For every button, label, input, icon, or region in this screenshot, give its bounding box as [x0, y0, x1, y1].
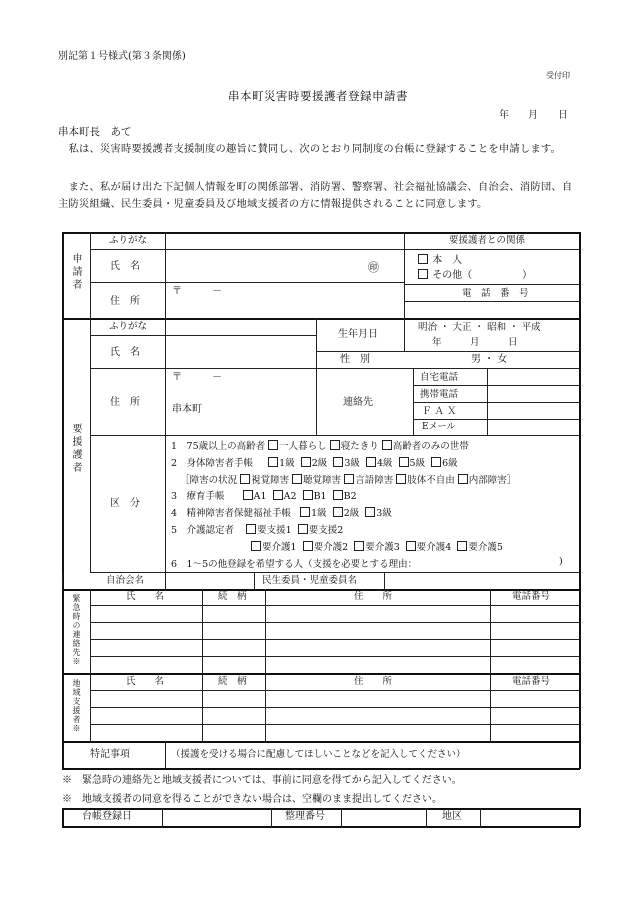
person-name-field[interactable] — [166, 336, 315, 367]
disability-grade-option[interactable]: 1級 — [268, 458, 295, 469]
applicant-address-field[interactable] — [166, 283, 403, 317]
category-row-5: 5 介護認定者 要支援1 要支援2 — [171, 524, 344, 536]
rehab-grade-option[interactable]: B1 — [303, 491, 327, 502]
care-level-option[interactable]: 要介護1 — [251, 542, 297, 553]
note-2: ※ 地域支援者の同意を得ることができない場合は、空欄のまま提出してください。 — [62, 794, 442, 805]
person-furigana-label: ふりがな — [109, 321, 148, 332]
person-postal-mark: 〒 － — [172, 372, 222, 383]
applicant-address-label: 住 所 — [110, 296, 140, 307]
home-phone-label: 自宅電話 — [420, 372, 459, 383]
council-label: 自治会名 — [106, 575, 145, 586]
category-row-4: 4 精神障害者保健福祉手帳 1級 2級 3級 — [171, 508, 392, 520]
supporter-col-phone: 電話番号 — [512, 676, 551, 687]
care-level-option[interactable]: 要介護2 — [303, 542, 349, 553]
relation-other-option[interactable]: その他（ ） — [418, 269, 532, 281]
person-furigana-field[interactable] — [166, 319, 315, 334]
contact-label: 連絡先 — [343, 397, 373, 408]
document-title: 串本町災害時要援護者登録申請書 — [228, 89, 408, 103]
category-row-6[interactable]: 6 1～5の他登録を希望する人（支援を必要とする理由： — [171, 558, 418, 570]
category-row-2: 2 身体障害者手帳 1級 2級 3級 4級 5級 6級 — [171, 457, 458, 469]
category-row-3: 3 療育手帳 A1 A2 B1 B2 — [171, 491, 357, 503]
person-name-label: 氏 名 — [110, 347, 140, 358]
addressee: 串本町長 あて — [58, 126, 132, 138]
care-level-option[interactable]: 要介護4 — [406, 542, 452, 553]
reception-stamp-label: 受付印 — [546, 71, 570, 80]
seal-mark: ㊞ — [368, 261, 379, 274]
applicant-phone-field[interactable] — [405, 302, 579, 317]
disability-grade-option[interactable]: 2級 — [301, 458, 328, 469]
relation-self-option[interactable]: 本 人 — [418, 254, 462, 266]
serial-number-field[interactable] — [342, 809, 425, 825]
welfare-commissioner-field[interactable] — [385, 573, 579, 589]
support-level-option[interactable]: 要支援1 — [246, 525, 292, 536]
emergency-section-label: 緊急時の連絡先※ — [72, 594, 81, 666]
supporter-col-address: 住 所 — [354, 676, 393, 687]
relation-label: 要援護者との関係 — [449, 235, 526, 246]
disability-type-option[interactable]: 肢体不自由 — [396, 475, 455, 486]
category-row-1: 1 75歳以上の高齢者 一人暮らし 寝たきり 高齢者のみの世帯 — [171, 441, 469, 452]
fax-field[interactable] — [488, 403, 579, 418]
fax-label: Ｆ Ａ Ｘ — [422, 406, 457, 417]
category-row-5b — [171, 540, 516, 557]
applicant-furigana-field[interactable] — [166, 233, 403, 248]
date-year-label: 年 — [499, 110, 509, 121]
date-day-label: 日 — [558, 110, 568, 121]
email-label: Eメール — [422, 422, 456, 432]
applicant-section-label: 申請者 — [70, 253, 81, 292]
supporter-col-relation: 続 柄 — [218, 676, 247, 687]
relation-self-checkbox[interactable] — [418, 254, 428, 264]
rehab-grade-option[interactable]: A2 — [273, 491, 297, 502]
mobile-phone-label: 携帯電話 — [420, 389, 459, 400]
mental-grade-option[interactable]: 1級 — [300, 508, 327, 519]
applicant-phone-label: 電 話 番 号 — [462, 288, 529, 299]
birthdate-label: 生年月日 — [338, 329, 378, 340]
applicant-postal-mark: 〒 － — [172, 286, 222, 297]
disability-grade-option[interactable]: 5級 — [399, 458, 426, 469]
email-field[interactable] — [488, 420, 579, 434]
emergency-col-name: 氏 名 — [126, 591, 165, 602]
district-field[interactable] — [481, 809, 578, 825]
emergency-col-phone: 電話番号 — [512, 591, 551, 602]
care-level-option[interactable]: 要介護5 — [457, 542, 503, 553]
date-month-label: 月 — [528, 110, 538, 121]
person-section-label: 要援護者 — [70, 423, 81, 475]
support-level-option[interactable]: 要支援2 — [298, 525, 344, 536]
district-label: 地区 — [442, 811, 462, 822]
note-1: ※ 緊急時の連絡先と地域支援者については、事前に同意を得てから記入してください。 — [62, 775, 462, 786]
category-6-close: ) — [559, 556, 563, 567]
person-address-field[interactable] — [166, 369, 315, 434]
emergency-col-relation: 続 柄 — [218, 591, 247, 602]
category-label: 区 分 — [110, 498, 140, 509]
disability-type-option[interactable]: 内部障害］ — [458, 475, 517, 486]
disability-grade-option[interactable]: 6級 — [431, 458, 458, 469]
home-phone-field[interactable] — [488, 369, 579, 384]
birthdate-ymd: 年 月 日 — [432, 337, 518, 348]
supporter-section-label: 地域支援者※ — [72, 679, 81, 733]
disability-type-option[interactable]: 言語障害 — [344, 475, 393, 486]
special-notes-hint[interactable]: （援護を受ける場合に配慮してほしいことなどを記入してください） — [171, 749, 466, 760]
disability-type-option[interactable]: 視覚障害 — [240, 475, 289, 486]
emergency-entry-rows[interactable] — [91, 606, 579, 672]
special-notes-label: 特記事項 — [90, 749, 130, 760]
applicant-furigana-label: ふりがな — [109, 235, 148, 246]
ledger-date-field[interactable] — [163, 809, 270, 825]
sex-options[interactable]: 男 ・ 女 — [471, 354, 508, 365]
serial-number-label: 整理番号 — [285, 811, 325, 822]
form-reference: 別記第１号様式(第３条関係) — [58, 51, 186, 62]
era-options[interactable]: 明治 ・ 大正 ・ 昭和 ・ 平成 — [418, 322, 541, 333]
care-level-option[interactable]: 要介護3 — [354, 542, 400, 553]
council-field[interactable] — [166, 573, 253, 589]
rehab-grade-option[interactable]: B2 — [333, 491, 357, 502]
sex-label: 性 別 — [340, 354, 370, 365]
mental-grade-option[interactable]: 3級 — [365, 508, 392, 519]
bedridden-option[interactable]: 寝たきり — [330, 441, 379, 452]
consent-paragraph-2: また、私が届け出た下記個人情報を町の関係部署、消防署、警察署、社会福祉協議会、自治会、消防団、自主防災組織、民生委員・児童委員及び地域支援者の方に情報提供されることに同意します。 — [58, 181, 573, 210]
category-row-2b: ［障害の状況 視覚障害 聴覚障害 言語障害 肢体不自由 内部障害］ — [180, 474, 517, 486]
welfare-commissioner-label: 民生委員・児童委員名 — [262, 575, 358, 586]
emergency-col-address: 住 所 — [354, 591, 393, 602]
disability-grade-option[interactable]: 3級 — [333, 458, 360, 469]
mobile-phone-field[interactable] — [488, 386, 579, 401]
ledger-date-label: 台帳登録日 — [82, 811, 132, 822]
person-address-label: 住 所 — [110, 397, 140, 408]
living-alone-option[interactable]: 一人暮らし — [268, 441, 327, 452]
relation-other-checkbox[interactable] — [418, 269, 428, 279]
applicant-name-label: 氏 名 — [110, 261, 140, 272]
person-town: 串本町 — [172, 404, 202, 415]
consent-paragraph-1: 私は、災害時要援護者支援制度の趣旨に賛同し、次のとおり同制度の台帳に登録することを申請します。 — [58, 143, 562, 155]
rehab-grade-option[interactable]: A1 — [243, 491, 267, 502]
applicant-name-field[interactable] — [166, 250, 366, 281]
supporter-col-name: 氏 名 — [126, 676, 165, 687]
disability-grade-option[interactable]: 4級 — [366, 458, 393, 469]
category-options — [171, 439, 516, 573]
disability-type-option[interactable]: 聴覚障害 — [292, 475, 341, 486]
mental-grade-option[interactable]: 2級 — [333, 508, 360, 519]
supporter-entry-rows[interactable] — [91, 691, 579, 740]
elderly-only-household-option[interactable]: 高齢者のみの世帯 — [382, 441, 469, 452]
